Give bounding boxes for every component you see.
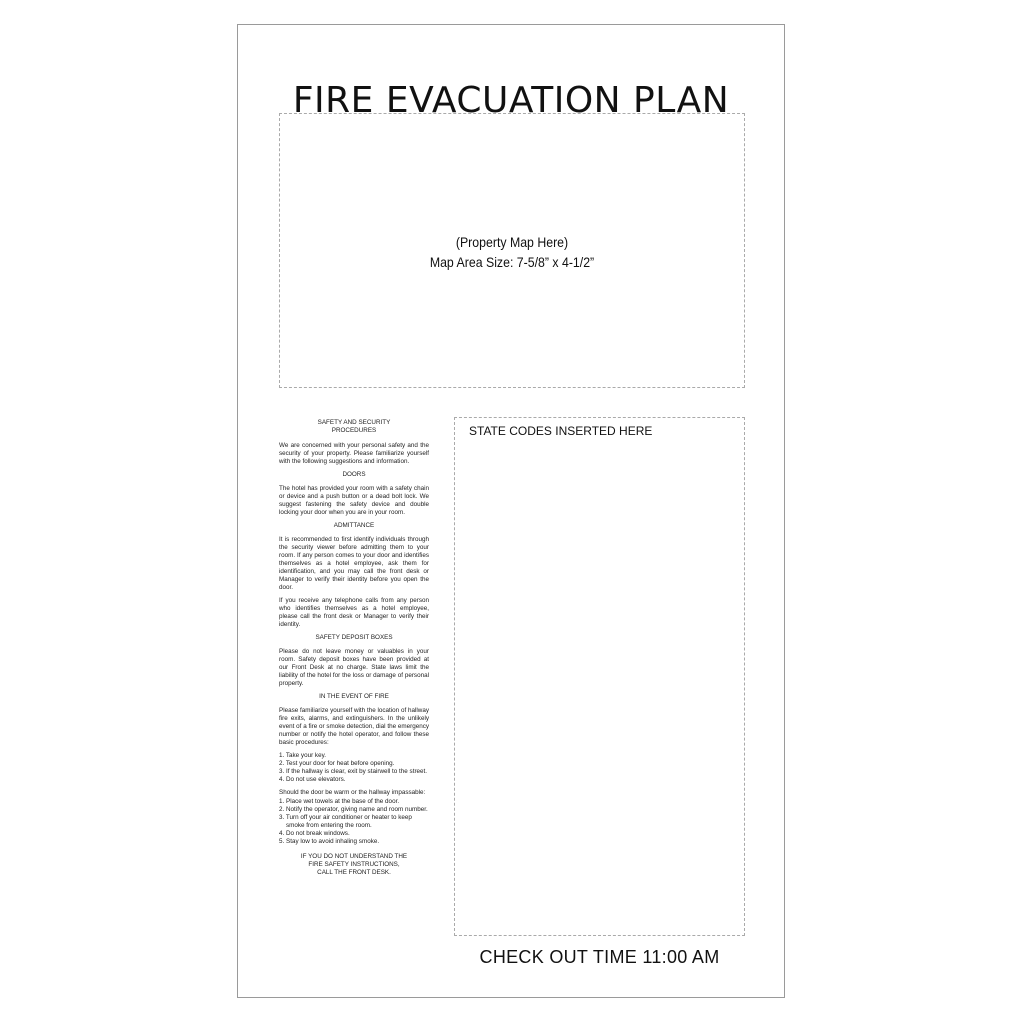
map-placeholder-line1: (Property Map Here) bbox=[455, 234, 569, 250]
list-item: 1. Place wet towels at the base of the door. bbox=[279, 798, 400, 805]
safety-procedures bbox=[279, 419, 429, 877]
list-item: 2. Notify the operator, giving name and room number. bbox=[279, 806, 428, 813]
list-item: 5. Stay low to avoid inhaling smoke. bbox=[279, 838, 380, 845]
property-map-area bbox=[279, 113, 745, 388]
map-placeholder-line2: Map Area Size: 7-5/8” x 4-1/2” bbox=[429, 254, 595, 270]
admittance-text-1: It is recommended to first identify individuals through the security viewer before admitting them to your room. If any person comes to your door and identifies themselves as a hotel employee, ask them for identification, and you may call the front desk or Manager to verify their identity before you open the door. bbox=[279, 536, 429, 591]
admittance-text-2: If you receive any telephone calls from any person who identifies themselves as a hotel employee, please call the front desk or Manager to verify their identity. bbox=[279, 597, 429, 628]
procedures-intro: We are concerned with your personal safety and the security of your property. Please familiarize yourself with the following suggestions and information. bbox=[279, 442, 429, 465]
list-item: 4. Do not use elevators. bbox=[279, 776, 346, 783]
footer-line2: FIRE SAFETY INSTRUCTIONS, bbox=[308, 861, 400, 868]
footer-line3: CALL THE FRONT DESK. bbox=[317, 869, 391, 876]
state-codes-label: STATE CODES INSERTED HERE bbox=[469, 424, 653, 438]
admittance-heading: ADMITTANCE bbox=[333, 522, 375, 529]
list-item: 1. Take your key. bbox=[279, 752, 327, 759]
list-item: 3. If the hallway is clear, exit by stairwell to the street. bbox=[279, 768, 428, 775]
evacuation-plan-sheet bbox=[237, 24, 785, 998]
deposit-text: Please do not leave money or valuables in your room. Safety deposit boxes have been provided at our Front Desk at no charge. State laws limit the liability of the hotel for the loss or damage of personal property. bbox=[279, 648, 429, 687]
doors-heading: DOORS bbox=[342, 471, 366, 478]
fire-steps-list bbox=[279, 752, 429, 784]
map-placeholder-text bbox=[308, 232, 716, 272]
procedures-footer bbox=[279, 853, 429, 877]
page-title: FIRE EVACUATION PLAN bbox=[292, 80, 730, 121]
footer-line1: IF YOU DO NOT UNDERSTAND THE bbox=[300, 853, 408, 860]
checkout-time: CHECK OUT TIME 11:00 AM bbox=[479, 947, 720, 967]
doors-text: The hotel has provided your room with a safety chain or device and a push button or a dead bolt lock. We suggest fastening the safety device and double locking your door when you are in your room. bbox=[279, 485, 429, 516]
procedures-heading bbox=[279, 419, 429, 435]
warm-steps-list bbox=[279, 798, 429, 846]
deposit-heading: SAFETY DEPOSIT BOXES bbox=[315, 634, 393, 641]
list-item: 3. Turn off your air conditioner or heater to keep smoke from entering the room. bbox=[279, 814, 412, 829]
list-item: 4. Do not break windows. bbox=[279, 830, 350, 837]
fire-text: Please familiarize yourself with the location of hallway fire exits, alarms, and extinguishers. In the unlikely event of a fire or smoke detection, dial the emergency number or notify the hotel operator, and follow these basic procedures: bbox=[279, 707, 429, 746]
state-codes-area bbox=[454, 417, 745, 936]
warm-door-text: Should the door be warm or the hallway impassable: bbox=[279, 789, 426, 796]
fire-heading: IN THE EVENT OF FIRE bbox=[319, 693, 389, 700]
list-item: 2. Test your door for heat before opening. bbox=[279, 760, 395, 767]
procedures-heading-line1: SAFETY AND SECURITY bbox=[317, 419, 391, 426]
procedures-heading-line2: PROCEDURES bbox=[331, 427, 377, 434]
